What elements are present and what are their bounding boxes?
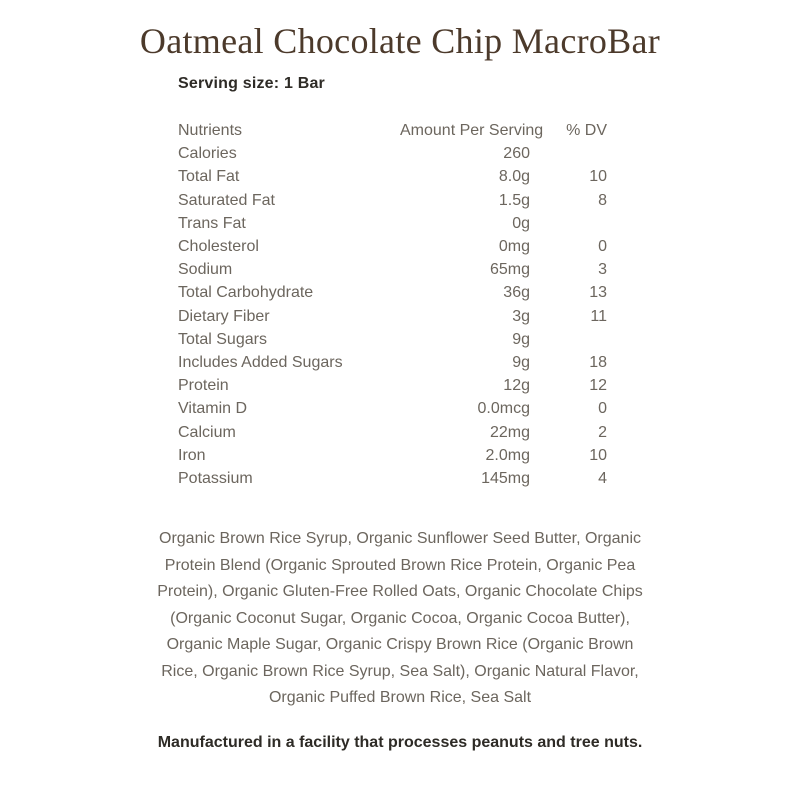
nutrient-amount: 2.0mg <box>485 446 530 464</box>
nutrient-name: Total Sugars <box>178 330 267 348</box>
table-row <box>178 258 607 281</box>
nutrient-dv: 0 <box>598 238 607 256</box>
nutrient-dv <box>530 328 607 351</box>
nutrient-dv: 3 <box>598 261 607 279</box>
table-row <box>178 421 607 444</box>
nutrient-amount: 65mg <box>489 261 530 279</box>
nutrient-name: Cholesterol <box>178 238 259 256</box>
nutrient-amount: 0mg <box>498 238 530 256</box>
nutrient-name: Dietary Fiber <box>178 307 270 325</box>
table-row <box>178 235 607 258</box>
table-row <box>178 328 607 351</box>
nutrient-dv: 10 <box>589 446 607 464</box>
nutrient-name: Vitamin D <box>178 400 248 418</box>
serving-size-label: Serving size: 1 Bar <box>178 75 325 92</box>
table-row <box>178 444 607 467</box>
nutrient-name: Saturated Fat <box>178 191 275 209</box>
nutrient-amount: 260 <box>503 145 530 163</box>
nutrient-dv: 4 <box>598 470 607 488</box>
table-row <box>178 189 607 212</box>
table-header-row <box>178 119 607 142</box>
nutrient-dv: 2 <box>598 423 607 441</box>
table-row <box>178 165 607 188</box>
nutrient-name: Includes Added Sugars <box>178 354 343 372</box>
nutrient-dv <box>530 212 607 235</box>
nutrient-name: Total Carbohydrate <box>178 284 314 302</box>
nutrient-name: Potassium <box>178 470 253 488</box>
nutrient-amount: 145mg <box>481 470 530 488</box>
table-row <box>178 467 607 490</box>
allergen-notice: Manufactured in a facility that processes peanuts and tree nuts. <box>157 733 643 751</box>
nutrient-name: Calories <box>178 145 237 163</box>
table-row <box>178 142 607 165</box>
nutrition-table <box>178 119 607 490</box>
table-row <box>178 351 607 374</box>
nutrient-name: Iron <box>178 446 206 464</box>
table-row <box>178 281 607 304</box>
table-row <box>178 374 607 397</box>
nutrient-name: Sodium <box>178 261 233 279</box>
nutrient-amount: 8.0g <box>498 168 530 186</box>
nutrient-amount: 9g <box>512 330 530 348</box>
table-row <box>178 212 607 235</box>
nutrient-amount: 9g <box>512 354 530 372</box>
nutrient-name: Trans Fat <box>178 214 246 232</box>
nutrient-dv: 18 <box>589 354 607 372</box>
nutrient-amount: 3g <box>512 307 530 325</box>
nutrient-amount: 22mg <box>489 423 530 441</box>
nutrient-dv: 13 <box>589 284 607 302</box>
header-percent-dv: % DV <box>566 122 607 139</box>
nutrient-amount: 12g <box>503 377 530 395</box>
nutrient-amount: 36g <box>503 284 530 302</box>
nutrient-dv: 10 <box>589 168 607 186</box>
nutrient-name: Protein <box>178 377 229 395</box>
header-nutrients: Nutrients <box>178 122 243 139</box>
page-title: Oatmeal Chocolate Chip MacroBar <box>139 21 661 61</box>
table-row <box>178 305 607 328</box>
nutrient-dv: 12 <box>589 377 607 395</box>
nutrient-dv: 0 <box>598 400 607 418</box>
nutrient-dv <box>530 142 607 165</box>
nutrient-dv: 8 <box>598 191 607 209</box>
table-row <box>178 397 607 420</box>
nutrient-amount: 0g <box>512 214 530 232</box>
ingredients-text: Organic Brown Rice Syrup, Organic Sunflower Seed Butter, Organic Protein Blend (Organic Sprouted Brown Rice Protein, Organic Pea Protein), Organic Gluten-Free Rolled Oats, Organic Chocolate Chips (Organic Coconut Sugar, Organic Cocoa, Organic Cocoa Butter), Organic Maple Sugar, Organic Crispy Brown Rice (Organic Brown Rice, Organic Brown Rice Syrup, Sea Salt), Organic Natural Flavor, Organic Puffed Brown Rice, Sea Salt <box>157 530 643 707</box>
nutrient-amount: 0.0mcg <box>477 400 530 418</box>
header-amount-per-serving: Amount Per Serving <box>400 122 544 139</box>
nutrient-name: Calcium <box>178 423 236 441</box>
nutrient-amount: 1.5g <box>498 191 530 209</box>
nutrient-dv: 11 <box>590 307 607 325</box>
nutrient-name: Total Fat <box>178 168 240 186</box>
